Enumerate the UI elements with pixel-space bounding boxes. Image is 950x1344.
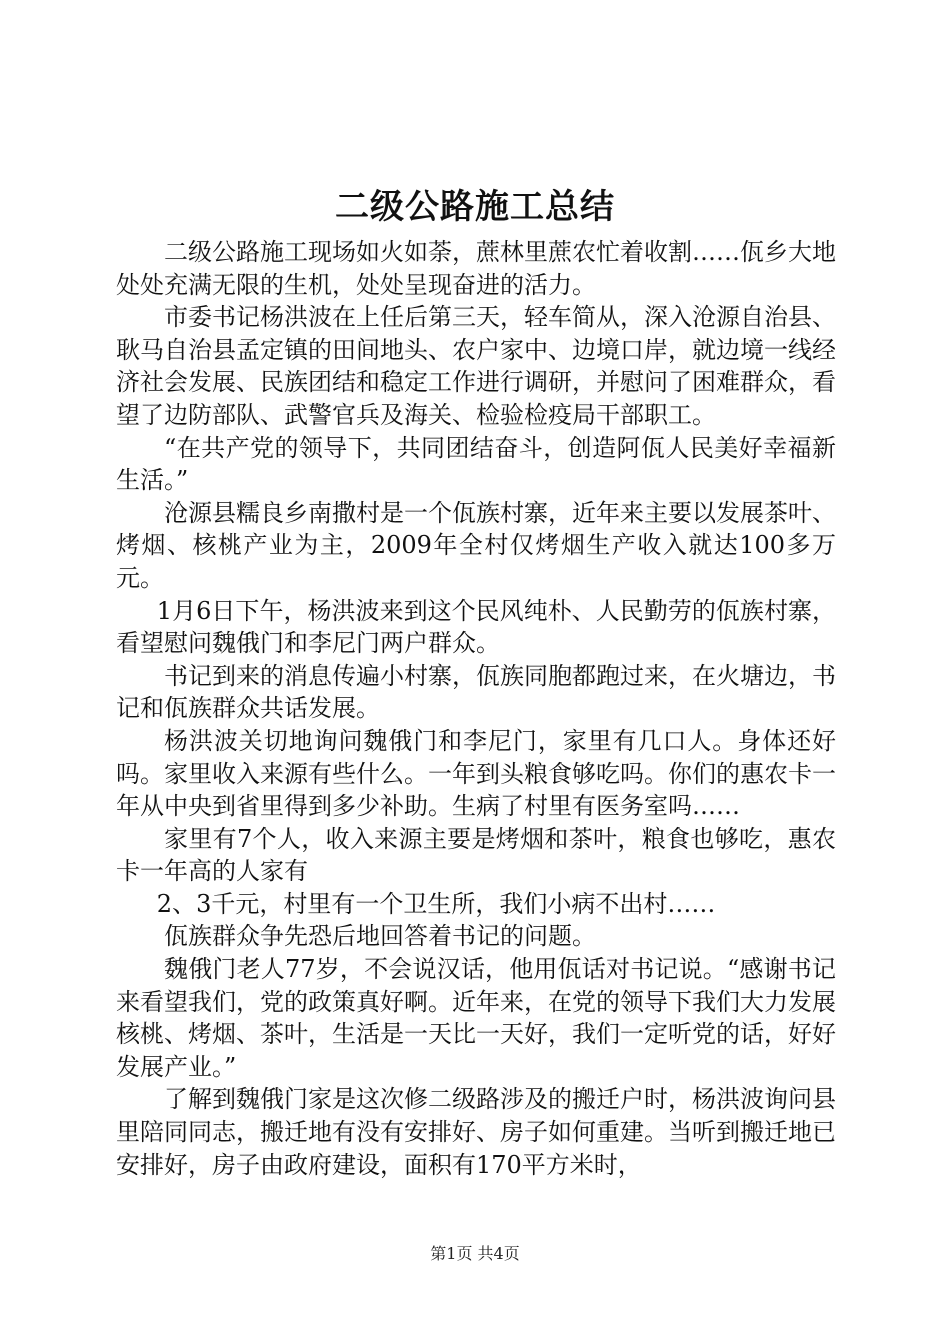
- paragraph-3: “在共产党的领导下，共同团结奋斗，创造阿佤人民美好幸福新生活。”: [116, 433, 836, 495]
- paragraph-7: 杨洪波关切地询问魏俄门和李尼门，家里有几口人。身体还好吗。家里收入来源有些什么。一年到头粮食够吃吗。你们的惠农卡一年从中央到省里得到多少补助。生病了村里有医务室吗……: [116, 726, 836, 821]
- paragraph-12: 了解到魏俄门家是这次修二级路涉及的搬迁户时，杨洪波询问县里陪同同志，搬迁地有没有安排好、房子如何重建。当听到搬迁地已安排好，房子由政府建设，面积有170平方米时，: [116, 1085, 836, 1179]
- paragraph-9: 2、3千元，村里有一个卫生所，我们小病不出村……: [156, 889, 716, 918]
- paragraph-1: 二级公路施工现场如火如荼，蔗林里蔗农忙着收割……佤乡大地处处充满无限的生机，处处呈现奋进的活力。: [116, 238, 836, 299]
- paragraph-5: 1月6日下午，杨洪波来到这个民风纯朴、人民勤劳的佤族村寨，看望慰问魏俄门和李尼门两户群众。: [116, 596, 836, 658]
- paragraph-11: 魏俄门老人77岁，不会说汉话，他用佤话对书记说。“感谢书记来看望我们，党的政策真好啊。近年来，在党的领导下我们大力发展核桃、烤烟、茶叶，生活是一天比一天好，我们一定听党的话，好好发展产业。”: [116, 955, 836, 1081]
- paragraph-8: 家里有7个人，收入来源主要是烤烟和茶叶，粮食也够吃，惠农卡一年高的人家有: [116, 824, 836, 886]
- page-footer: 第1页 共4页: [430, 1244, 520, 1263]
- document-body: [116, 236, 836, 1181]
- paragraph-6: 书记到来的消息传遍小村寨，佤族同胞都跑过来，在火塘边，书记和佤族群众共话发展。: [116, 661, 836, 723]
- paragraph-10: 佤族群众争先恐后地回答着书记的问题。: [164, 922, 596, 951]
- document-title: 二级公路施工总结: [335, 187, 615, 227]
- paragraph-2: 市委书记杨洪波在上任后第三天，轻车简从，深入沧源自治县、耿马自治县孟定镇的田间地头、农户家中、边境口岸，就边境一线经济社会发展、民族团结和稳定工作进行调研，并慰问了困难群众，看望了边防部队、武警官兵及海关、检验检疫局干部职工。: [116, 303, 836, 429]
- paragraph-4: 沧源县糯良乡南撒村是一个佤族村寨，近年来主要以发展茶叶、烤烟、核桃产业为主，2009年全村仅烤烟生产收入就达100多万元。: [116, 498, 836, 592]
